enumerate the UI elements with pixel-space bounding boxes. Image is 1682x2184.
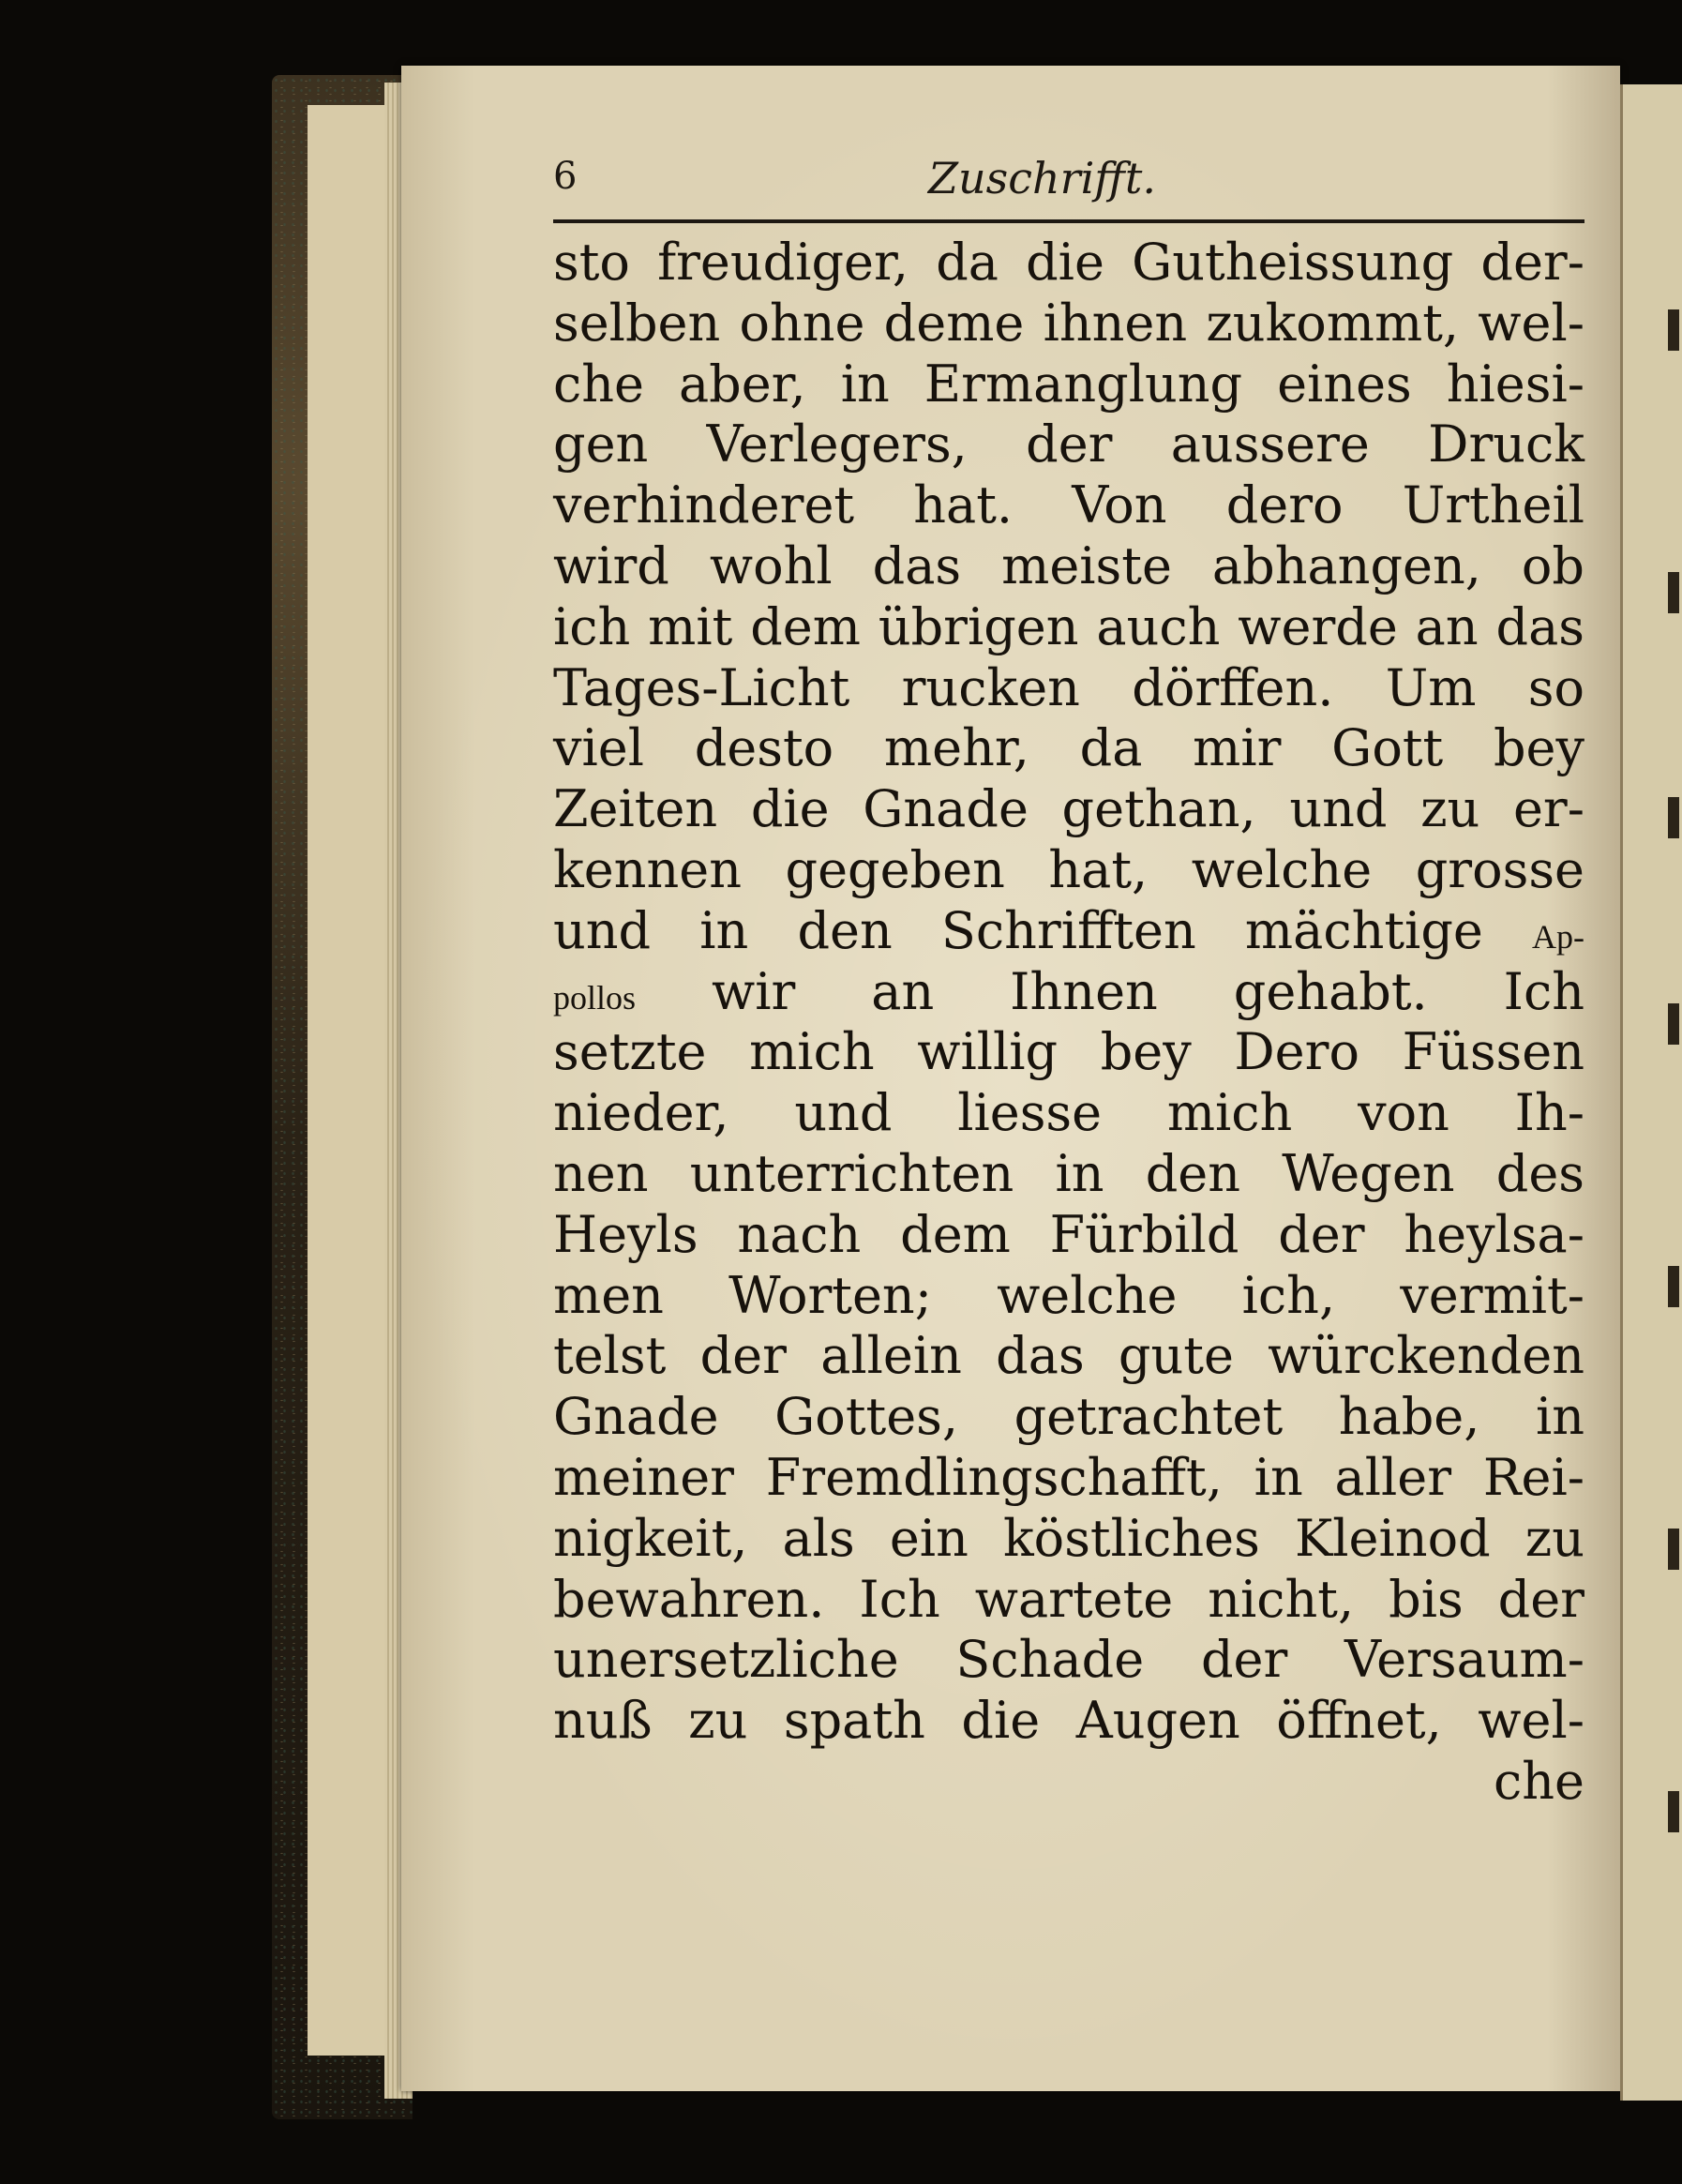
facing-page-ink-mark (1668, 1529, 1679, 1570)
text-line: setzte mich willig bey Dero Füssen (553, 1022, 1584, 1082)
text-line: selben ohne deme ihnen zukommt, wel‑ (553, 293, 1584, 353)
text-line: Gnade Gottes, getrachtet habe, in (553, 1387, 1584, 1447)
text-line: meiner Fremdlingschafft, in aller Rei‑ (553, 1447, 1584, 1507)
text-line: Zeiten die Gnade gethan, und zu er‑ (553, 779, 1584, 839)
text-line: Heyls nach dem Fürbild der heylsa‑ (553, 1204, 1584, 1264)
text-line: viel desto mehr, da mir Gott bey (553, 718, 1584, 778)
page-number: 6 (553, 155, 578, 198)
text-line: nen unterrichten in den Wegen des (553, 1143, 1584, 1203)
text-line: unersetzliche Schade der Versaum‑ (553, 1630, 1584, 1690)
text-line: bewahren. Ich wartete nicht, bis der (553, 1569, 1584, 1629)
facing-page-ink-mark (1668, 1266, 1679, 1307)
facing-page-ink-mark (1668, 572, 1679, 613)
text-line: ich mit dem übrigen auch werde an das (553, 596, 1584, 656)
text-line-fraktur: wir an Ihnen gehabt. Ich (711, 961, 1585, 1021)
antiqua-word: pollos (553, 978, 637, 1017)
text-line-fraktur: und in den Schrifften mächtige (553, 900, 1483, 960)
text-line: sto freudiger, da die Gutheissung der‑ (553, 233, 1584, 292)
text-line: nuß zu spath die Augen öffnet, wel‑ (553, 1691, 1584, 1751)
running-head (553, 155, 1584, 211)
catchword: che (1494, 1751, 1584, 1811)
body-text (553, 233, 1584, 1813)
text-line: kennen gegeben hat, welche grosse (553, 839, 1584, 899)
text-line: verhinderet hat. Von dero Urtheil (553, 475, 1584, 535)
text-line: gen Verlegers, der aussere Druck (553, 414, 1584, 474)
text-line: wird wohl das meiste abhangen, ob (553, 535, 1584, 595)
text-line: telst der allein das gute würckenden (553, 1326, 1584, 1386)
facing-page-ink-mark (1668, 1003, 1679, 1045)
facing-page-ink-mark (1668, 309, 1679, 351)
head-rule (553, 219, 1584, 223)
text-line: nigkeit, als ein köstliches Kleinod zu (553, 1508, 1584, 1568)
facing-page-edge (1620, 84, 1682, 2101)
text-line: nieder, und liesse mich von Ih‑ (553, 1083, 1584, 1143)
text-line (553, 962, 1584, 1023)
text-line: men Worten; welche ich, vermit‑ (553, 1265, 1584, 1325)
facing-page-ink-mark (1668, 797, 1679, 838)
antiqua-word: Ap- (1532, 917, 1584, 956)
text-line: Tages‑Licht rucken dörffen. Um so (553, 657, 1584, 717)
text-line: che aber, in Ermanglung eines hiesi‑ (553, 354, 1584, 414)
facing-page-ink-mark (1668, 1791, 1679, 1832)
running-title: Zuschrifft. (928, 153, 1156, 203)
text-line (553, 901, 1584, 962)
